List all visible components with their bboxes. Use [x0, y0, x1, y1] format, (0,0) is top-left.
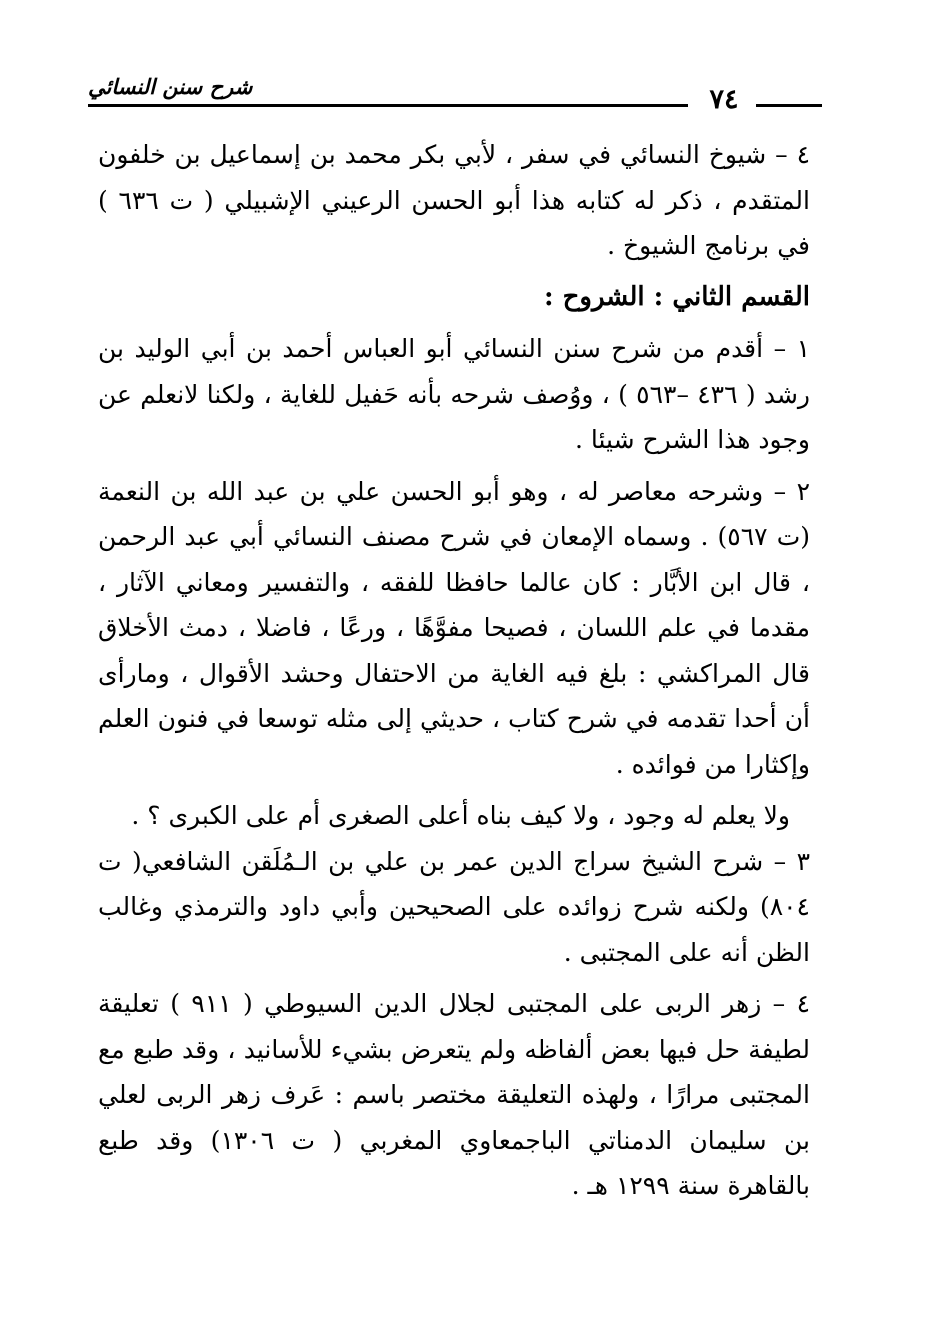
header-rule — [88, 104, 688, 107]
page-header — [88, 70, 822, 120]
page-body — [98, 132, 810, 1209]
page-number: ٧٤ — [709, 84, 739, 115]
header-rule-right — [756, 104, 822, 107]
paragraph-sharh-2: ٢ – وشرحه معاصر له ، وهو أبو الحسن علي بن عبد الله بن النعمة (ت ٥٦٧) . وسماه الإمعان في شرح مصنف النسائي أبي عبد الرحمن ، قال ابن الأبَّار : كان عالما حافظا للفقه ، والتفسير ومعاني الآثار ، مقدما في علم اللسان ، فصيحا مفوَّهًا ، ورعًا ، فاضلا ، دمث الأخلاق قال المراكشي : بلغ فيه الغاية من الاحتفال وحشد الأقوال ، ومارأى أن أحدا تقدمه في شرح كتاب ، حديثي إلى مثله توسعا في فنون العلم وإكثارا من فوائده . — [98, 476, 810, 779]
paragraph-sharh-3: ٣ – شرح الشيخ سراج الدين عمر بن علي بن الـمُلَقن الشافعي( ت ٨٠٤) ولكنه شرح زوائده على الصحيحين وأبي داود والترمذي وغالب الظن أنه على المجتبى . — [98, 846, 810, 967]
paragraph-sharh-4: ٤ – زهر الربى على المجتبى لجلال الدين السيوطي ( ٩١١ ) تعليقة لطيفة حل فيها بعض ألفاظه ولم يتعرض بشيء للأسانيد ، وقد طبع مع المجتبى مرارًا ، ولهذه التعليقة مختصر باسم : عَرف زهر الربى لعلي بن سليمان الدمناتي الباجمعاوي المغربي ( ت ١٣٠٦) وقد طبع بالقاهرة سنة ١٢٩٩ هـ . — [98, 989, 810, 1200]
running-title: شرح سنن النسائي — [88, 74, 253, 99]
paragraph-item-4-shuyukh: ٤ – شيوخ النسائي في سفر ، لأبي بكر محمد بن إسماعيل بن خلفون المتقدم ، ذكر له كتابه هذا أبو الحسن الرعيني الإشبيلي ( ت ٦٣٦ ) في برنامج الشيوخ . — [98, 140, 810, 260]
paragraph-note: ولا يعلم له وجود ، ولا كيف بناه أعلى الصغرى أم على الكبرى ؟ . — [131, 801, 790, 830]
paragraph-sharh-1: ١ – أقدم من شرح سنن النسائي أبو العباس أحمد بن أبي الوليد بن رشد ( ٤٣٦ –٥٦٣ ) ، ووُصف شرحه بأنه حَفيل للغاية ، ولكنا لانعلم عن وجود هذا الشرح شيئا . — [98, 334, 810, 454]
section-heading: القسم الثاني : الشروح : — [543, 281, 810, 312]
